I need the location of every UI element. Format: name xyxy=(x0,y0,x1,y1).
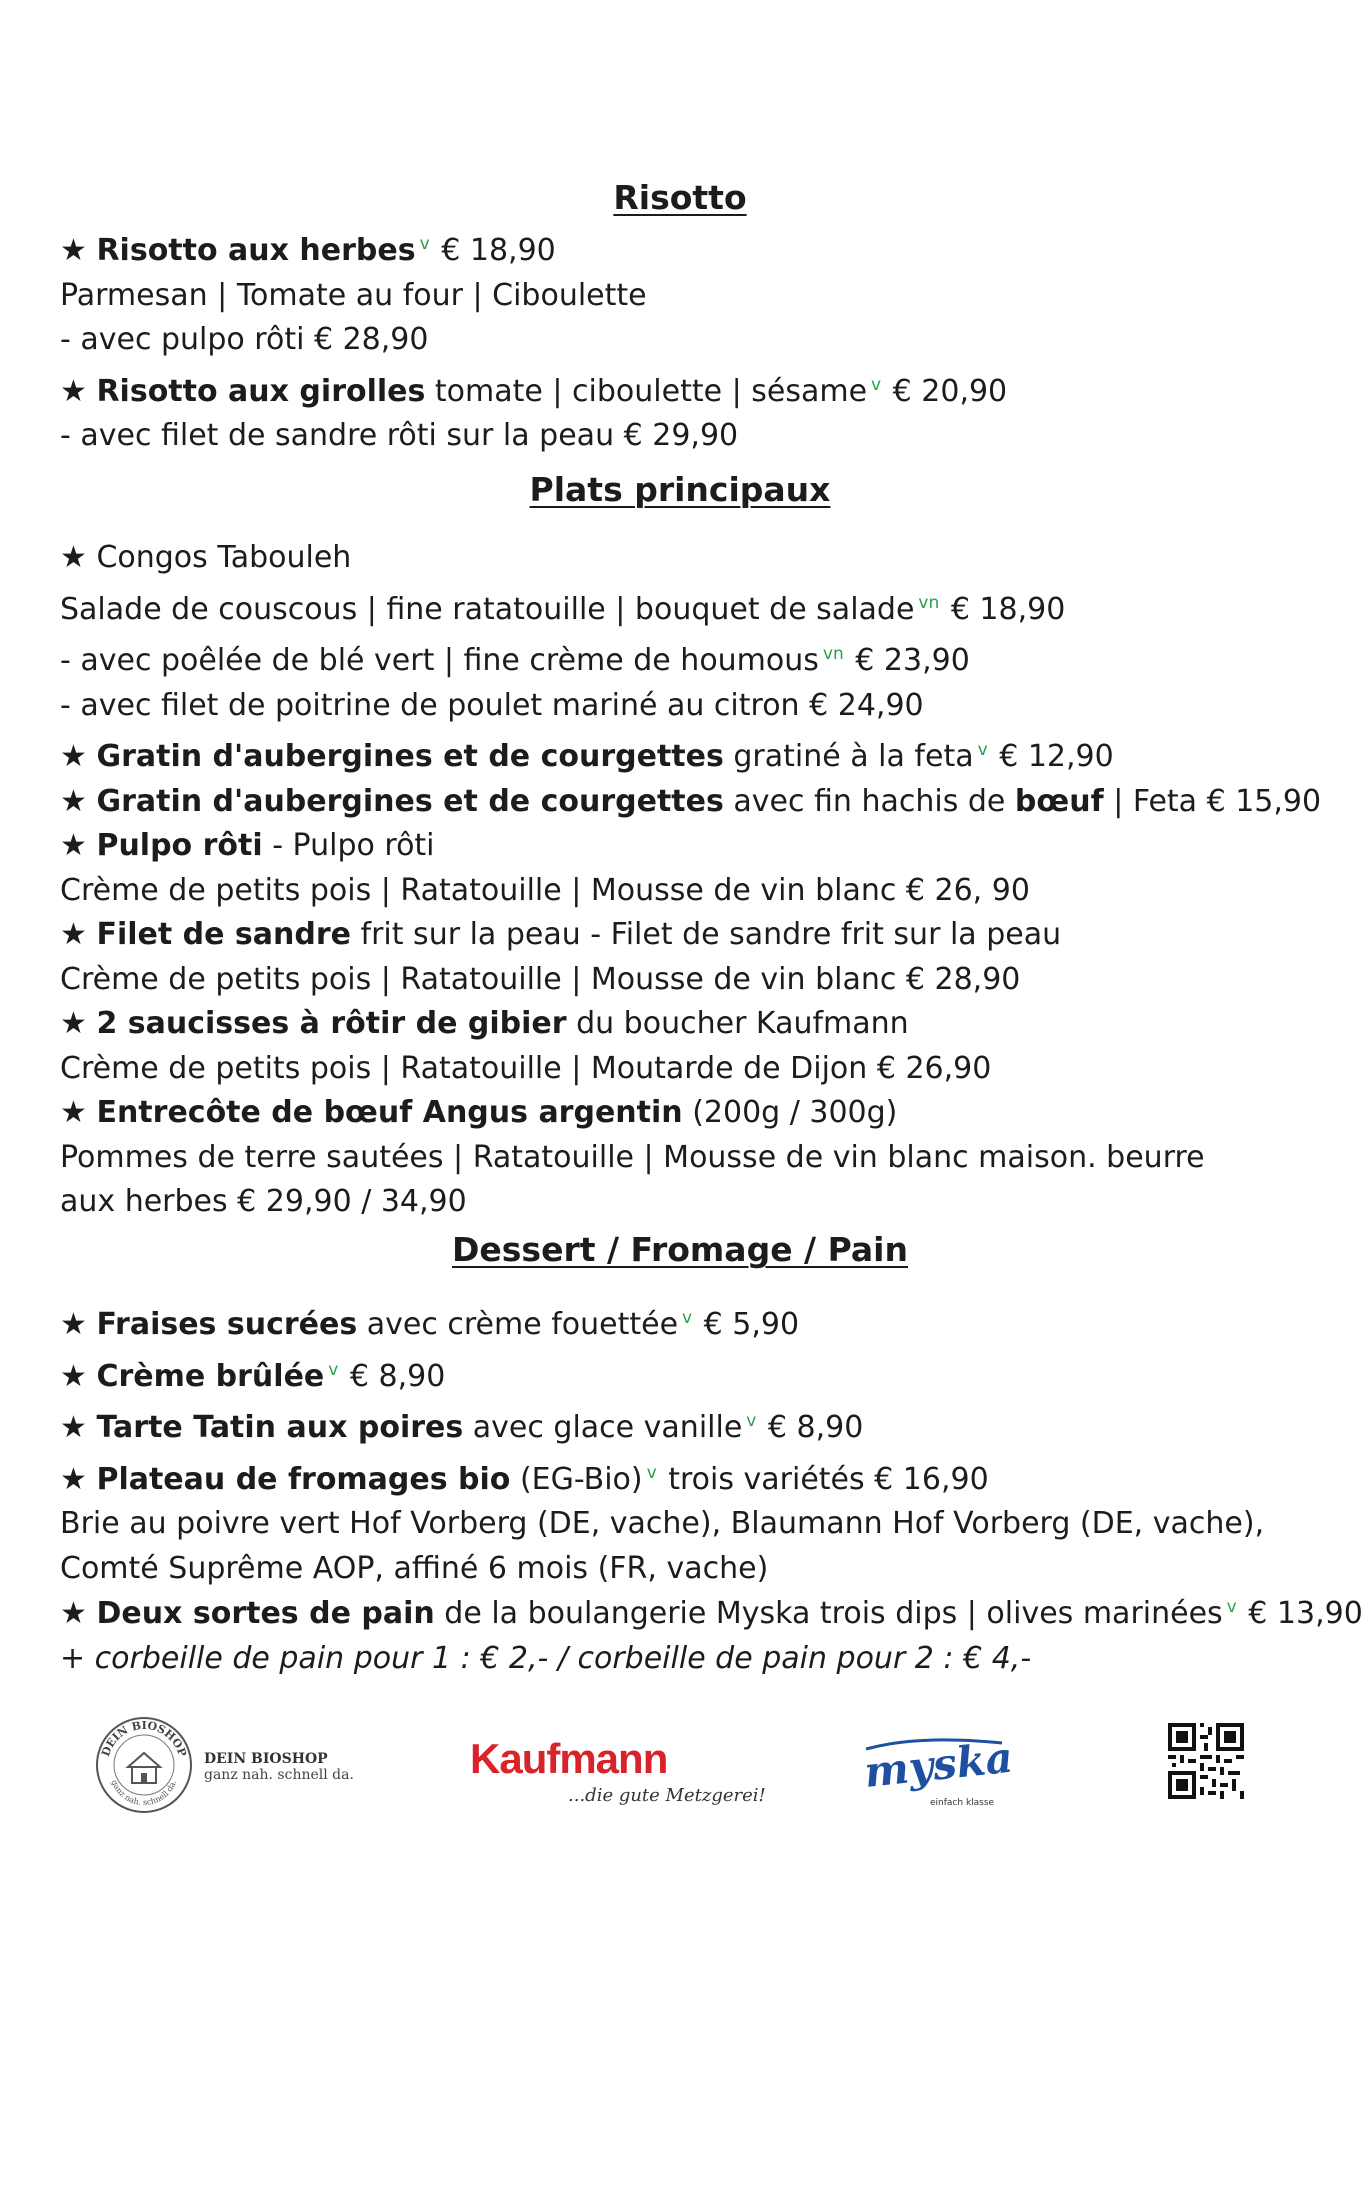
vegetarian-badge: v xyxy=(328,1359,339,1380)
section-plats xyxy=(60,468,1300,512)
section-title: Dessert / Fromage / Pain xyxy=(452,1230,908,1269)
menu-item: ★ Plateau de fromages bio (EG-Bio) $^v$ trois variétés € 16,90 xyxy=(60,1461,989,1497)
item-price: € 18,90 xyxy=(441,233,556,268)
item-price: € 13,90 xyxy=(1248,1596,1363,1631)
item-name: Gratin d'aubergines et de courgettes xyxy=(96,783,724,819)
star-icon: ★ xyxy=(60,1095,87,1130)
star-icon: ★ xyxy=(60,1596,87,1631)
item-description: Crème de petits pois | Ratatouille | Moutarde de Dijon € 26,90 xyxy=(60,1050,992,1086)
star-icon: ★ xyxy=(60,1006,87,1041)
menu-item: ★ Tarte Tatin aux poires avec glace vanille $^v$ € 8,90 xyxy=(60,1410,864,1445)
plats-list xyxy=(60,536,1322,1225)
menu-item: ★ Gratin d'aubergines et de courgettes avec fin hachis de bœuf | Feta € 15,90 xyxy=(60,783,1322,819)
section-title: Risotto xyxy=(613,178,747,217)
menu-item xyxy=(60,1348,1300,1400)
svg-text:myska: myska xyxy=(861,1732,1016,1797)
item-description: tomate | ciboulette | sésame xyxy=(434,373,868,409)
item-name: Pulpo rôti xyxy=(96,828,263,863)
item-description: Comté Suprême AOP, affiné 6 mois (FR, vache) xyxy=(60,1550,769,1586)
item-name: Gratin d'aubergines et de courgettes xyxy=(96,739,724,774)
item-option: - avec filet de sandre rôti sur la peau € 29,90 xyxy=(60,418,739,453)
bioshop-name: DEIN BIOSHOP xyxy=(204,1751,328,1767)
vegetarian-badge: v xyxy=(682,1308,693,1328)
item-name: Fraises sucrées xyxy=(96,1307,358,1342)
item-name: Filet de sandre xyxy=(96,917,351,952)
star-icon: ★ xyxy=(60,739,87,774)
vegetarian-badge: v xyxy=(871,374,882,395)
item-name: Tarte Tatin aux poires xyxy=(96,1410,464,1445)
item-price: € 18,90 xyxy=(950,591,1066,627)
item-description: Crème de petits pois | Ratatouille | Mousse de vin blanc € 28,90 xyxy=(60,961,1021,997)
vegetarian-badge: v xyxy=(977,740,988,760)
qr-code-icon xyxy=(1168,1723,1244,1799)
myska-wordmark-icon xyxy=(860,1732,1016,1815)
item-description: Crème de petits pois | Ratatouille | Mousse de vin blanc € 26, 90 xyxy=(60,872,1030,908)
vegan-badge: vn xyxy=(822,644,844,664)
item-price: € 12,90 xyxy=(999,739,1114,774)
section-dessert xyxy=(60,1228,1300,1272)
star-icon: ★ xyxy=(60,1410,87,1445)
menu-item xyxy=(60,536,1300,581)
item-name: Crème brûlée xyxy=(96,1358,325,1394)
item-name: Risotto aux herbes xyxy=(96,233,416,268)
bioshop-logo xyxy=(94,1715,384,1815)
bioshop-emblem-icon xyxy=(94,1715,194,1815)
star-icon: ★ xyxy=(60,1461,87,1497)
menu-item: ★ Filet de sandre frit sur la peau - Filet de sandre frit sur la peau xyxy=(60,917,1062,952)
vegan-badge: vn xyxy=(918,592,940,613)
bread-list xyxy=(60,1585,1363,1681)
menu-item: ★ Pulpo rôti - Pulpo rôti xyxy=(60,828,435,863)
myska-logo xyxy=(860,1732,1016,1815)
star-icon: ★ xyxy=(60,233,87,268)
item-price: € 8,90 xyxy=(767,1410,864,1445)
risotto-list xyxy=(60,222,1300,459)
star-icon: ★ xyxy=(60,828,87,863)
item-name: Entrecôte de bœuf Angus argentin xyxy=(96,1095,683,1130)
svg-text:DEIN BIOSHOP: DEIN BIOSHOP xyxy=(99,1718,189,1759)
item-name: Plateau de fromages bio xyxy=(96,1461,511,1497)
item-description: Parmesan | Tomate au four | Ciboulette xyxy=(60,277,647,313)
item-name: Risotto aux girolles xyxy=(96,373,426,409)
vegetarian-badge: v xyxy=(419,234,430,254)
vegetarian-badge: v xyxy=(746,1411,757,1431)
item-name: 2 saucisses à rôtir de gibier xyxy=(96,1006,567,1041)
bioshop-tagline: ganz nah. schnell da. xyxy=(204,1767,354,1783)
svg-text:einfach klasse: einfach klasse xyxy=(930,1798,995,1808)
item-option: - avec filet de poitrine de poulet mariné au citron € 24,90 xyxy=(60,687,924,723)
item-name: Deux sortes de pain xyxy=(96,1596,435,1631)
item-description: Pommes de terre sautées | Ratatouille | Mousse de vin blanc maison. beurre aux herbes € 29,90 / 34,90 xyxy=(60,1139,1205,1219)
vegetarian-badge: v xyxy=(646,1462,657,1483)
menu-item: ★ Fraises sucrées avec crème fouettée $^v$ € 5,90 xyxy=(60,1307,800,1342)
menu-item: ★ 2 saucisses à rôtir de gibier du boucher Kaufmann xyxy=(60,1006,909,1041)
item-description: Brie au poivre vert Hof Vorberg (DE, vache), Blaumann Hof Vorberg (DE, vache), xyxy=(60,1506,1265,1541)
star-icon: ★ xyxy=(60,783,87,819)
star-icon: ★ xyxy=(60,373,87,409)
item-description: Salade de couscous | fine ratatouille | bouquet de salade $^{vn}$ € 18,90 xyxy=(60,591,1066,627)
star-icon: ★ xyxy=(60,540,87,575)
item-option: - avec pulpo rôti € 28,90 xyxy=(60,322,429,357)
item-option: + corbeille de pain pour 1 : € 2,- / corbeille de pain pour 2 : € 4,- xyxy=(60,1640,1032,1676)
item-option: - avec poêlée de blé vert | fine crème de houmous $^{vn}$ € 23,90 xyxy=(60,643,970,678)
kaufmann-name: Kaufmann xyxy=(470,1735,668,1782)
qr-code[interactable] xyxy=(1168,1723,1244,1799)
item-price: € 8,90 xyxy=(349,1358,446,1394)
kaufmann-logo xyxy=(470,1735,766,1825)
star-icon: ★ xyxy=(60,1307,87,1342)
kaufmann-tagline: ...die gute Metzgerei! xyxy=(568,1785,766,1806)
item-price: € 23,90 xyxy=(855,643,970,678)
footer-logos xyxy=(0,1715,1350,1835)
vegetarian-badge: v xyxy=(1226,1597,1237,1617)
item-name: Congos Tabouleh xyxy=(96,540,352,575)
menu-item: ★ Entrecôte de bœuf Angus argentin (200g / 300g) xyxy=(60,1095,898,1130)
menu-item xyxy=(60,222,1300,274)
star-icon: ★ xyxy=(60,917,87,952)
item-price: € 5,90 xyxy=(703,1307,800,1342)
svg-text:ganz nah. schnell da.: ganz nah. schnell da. xyxy=(109,1778,179,1808)
item-price: € 20,90 xyxy=(892,373,1008,409)
menu-item: ★ Gratin d'aubergines et de courgettes gratiné à la feta $^v$ € 12,90 xyxy=(60,739,1114,774)
menu-item xyxy=(60,363,1300,415)
star-icon: ★ xyxy=(60,1358,87,1394)
menu-item: ★ Deux sortes de pain de la boulangerie Myska trois dips | olives marinées $^v$ € 13,90 xyxy=(60,1596,1363,1631)
dessert-list xyxy=(60,1296,1300,1591)
section-title: Plats principaux xyxy=(529,470,831,509)
section-risotto xyxy=(60,176,1300,220)
